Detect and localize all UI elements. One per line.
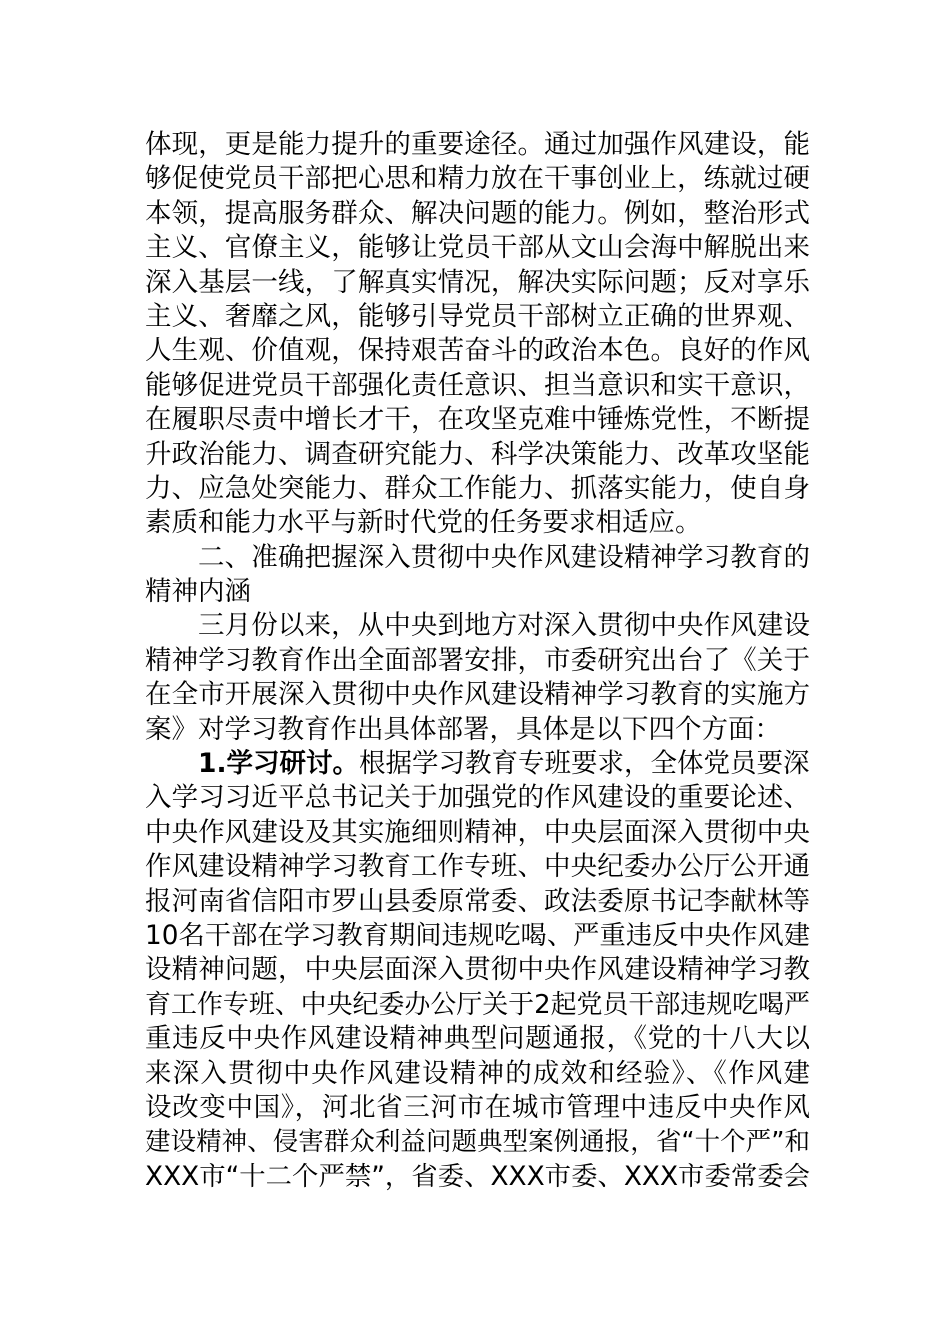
section-heading-line: 二、准确把握深入贯彻中央作风建设精神学习教育的	[198, 541, 810, 573]
text-line: 在全市开展深入贯彻中央作风建设精神学习教育的实施方	[145, 679, 810, 711]
text-line: 三月份以来，从中央到地方对深入贯彻中央作风建设	[198, 610, 810, 642]
text-line: 本领，提高服务群众、解决问题的能力。例如，整治形式	[145, 197, 810, 229]
text-line: 够促使党员干部把心思和精力放在干事创业上，练就过硬	[145, 163, 810, 195]
text-line: 人生观、价值观，保持艰苦奋斗的政治本色。良好的作风	[145, 335, 810, 367]
text-line: 来深入贯彻中央作风建设精神的成效和经验》、《作风建	[145, 1057, 810, 1089]
text-line: 入学习习近平总书记关于加强党的作风建设的重要论述、	[145, 782, 810, 814]
text-line: 建设精神、侵害群众利益问题典型案例通报，省“十个严”和	[145, 1127, 810, 1158]
item-text: 根据学习教育专班要求，全体党员要深	[359, 748, 810, 780]
text-line: 在履职尽责中增长才干，在攻坚克难中锤炼党性，不断提	[145, 404, 810, 436]
text-line: 主义、官僚主义，能够让党员干部从文山会海中解脱出来	[145, 232, 810, 264]
text-line: 能够促进党员干部强化责任意识、担当意识和实干意识，	[145, 369, 810, 401]
text-line: 力、应急处突能力、群众工作能力、抓落实能力，使自身	[145, 472, 810, 504]
text-line: 精神学习教育作出全面部署安排，市委研究出台了《关于	[145, 644, 810, 676]
text-line: 10名干部在学习教育期间违规吃喝、严重违反中央作风建	[145, 920, 810, 951]
section-heading-line: 精神内涵	[145, 576, 251, 608]
text-line: 体现，更是能力提升的重要途径。通过加强作风建设，能	[145, 129, 810, 160]
body-text	[145, 128, 810, 1194]
text-line: 设精神问题，中央层面深入贯彻中央作风建设精神学习教	[145, 954, 810, 986]
text-line: 升政治能力、调查研究能力、科学决策能力、改革攻坚能	[145, 438, 810, 470]
text-line: 主义、奢靡之风，能够引导党员干部树立正确的世界观、	[145, 300, 810, 332]
text-line: 作风建设精神学习教育工作专班、中央纪委办公厅公开通	[145, 851, 810, 883]
text-line: 深入基层一线，了解真实情况，解决实际问题；反对享乐	[145, 266, 810, 298]
text-line: 设改变中国》，河北省三河市在城市管理中违反中央作风	[145, 1091, 810, 1123]
item-lead: 1.学习研讨。	[198, 748, 360, 780]
text-line: 重违反中央作风建设精神典型问题通报，《党的十八大以	[145, 1023, 810, 1055]
text-line: 中央作风建设及其实施细则精神，中央层面深入贯彻中央	[145, 816, 810, 848]
text-line: XXX市“十二个严禁”，省委、XXX市委、XXX市委常委会	[145, 1161, 810, 1192]
text-line: 育工作专班、中央纪委办公厅关于2起党员干部违规吃喝严	[145, 989, 810, 1020]
text-line: 素质和能力水平与新时代党的任务要求相适应。	[145, 507, 702, 539]
text-line: 案》对学习教育作出具体部署，具体是以下四个方面：	[145, 713, 781, 745]
text-line: 报河南省信阳市罗山县委原常委、政法委原书记李献林等	[145, 885, 810, 917]
text-line	[145, 747, 810, 781]
